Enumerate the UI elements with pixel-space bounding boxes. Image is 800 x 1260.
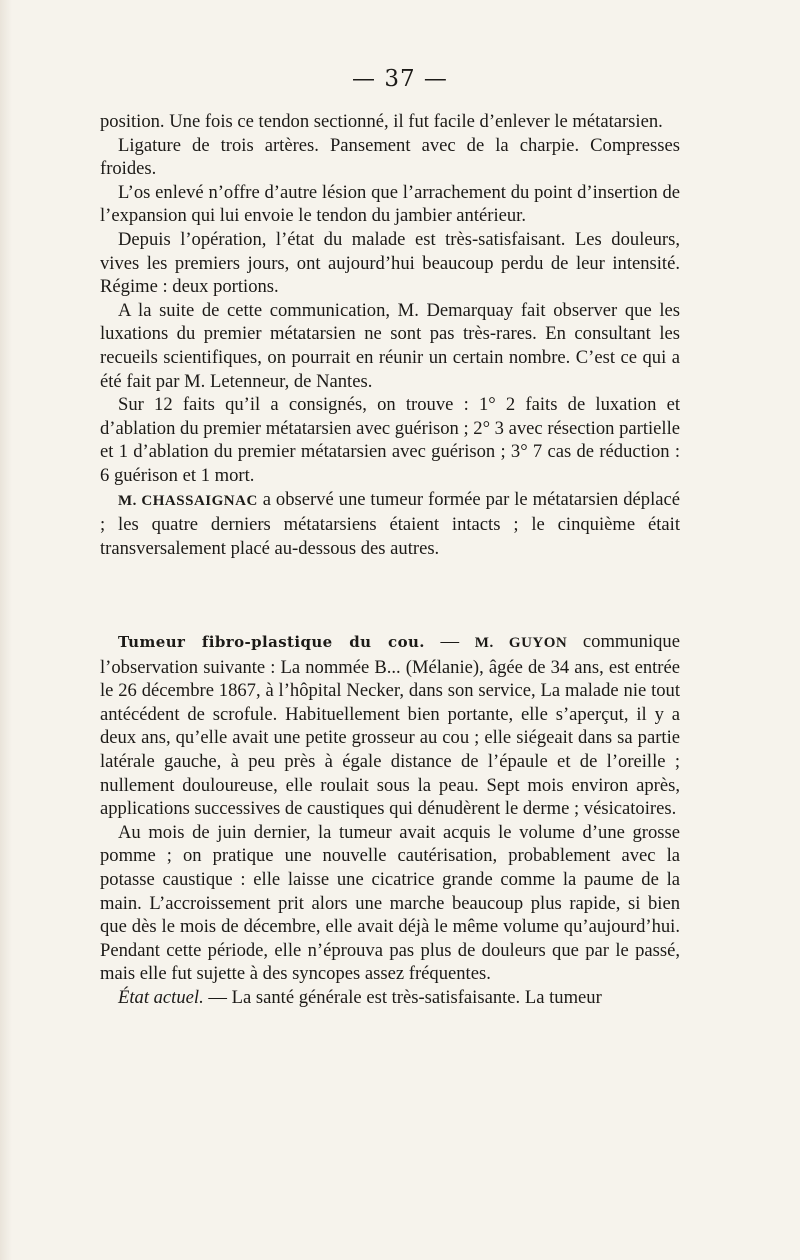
paragraph: position. Une fois ce tendon sectionné, il fut facile d’enlever le métatarsien. [100, 111, 663, 132]
paragraph [100, 986, 680, 1010]
section-metatarsal-luxation [100, 110, 680, 560]
page-number: — 37 — [352, 66, 448, 92]
paragraph-text: — La santé générale est très-satisfaisante. La tumeur [203, 986, 602, 1008]
paragraph: Au mois de juin dernier, la tumeur avait acquis le volume d’une grosse pomme ; on pratique une nouvelle cautérisation, probablement avec la potasse caustique : elle laisse une cicatrice grande comme la paume de la main. L’accroissement prit alors une marche beaucoup plus rapide, si bien que dès le mois de décembre, elle avait déjà le même volume qu’aujourd’hui. Pendant cette période, elle n’éprouva pas plus de douleurs que par le passé, mais elle fut sujette à des syncopes assez fréquentes. [100, 821, 680, 985]
paragraph-text: a observé une tumeur formée par le métatarsien déplacé ; les quatre derniers métatarsiens étaient intacts ; le cinquième était transversalement placé au-dessous des autres. [100, 488, 681, 559]
paragraph-text: communique l’observation suivante : La nommée B... (Mélanie), âgée de 34 ans, est entrée le 26 décembre 1867, à l’hôpital Necker, dans son service, La malade nie tout antécédent de scrofule. Habituellement bien portante, elle s’aperçut, il y a deux ans, qu’elle avait une petite grosseur au cou ; elle siégeait dans sa partie latérale gauche, à peu près à égale distance de l’épaule et de l’oreille ; nullement douloureuse, elle roulait sous la peau. Sept mois environ après, applications successives de caustiques qui dénudèrent le derme ; vésicatoires. [100, 631, 680, 820]
paragraph: Depuis l’opération, l’état du malade est très-satisfaisant. Les douleurs, vives les premiers jours, ont aujourd’hui beaucoup perdu de leur intensité. Régime : deux portions. [100, 228, 680, 298]
page-edge-shadow [0, 0, 12, 1260]
paragraph: Ligature de trois artères. Pansement avec de la charpie. Compresses froides. [100, 134, 680, 180]
paragraph [100, 488, 680, 561]
title-dash: — [424, 631, 475, 652]
section-title: Tumeur fibro-plastique du cou. [118, 633, 425, 651]
section-fibroplastic-tumor [100, 630, 680, 1010]
speaker-name: M. CHASSAIGNAC [118, 492, 258, 509]
state-label: État actuel. [118, 986, 204, 1008]
paragraph: L’os enlevé n’offre d’autre lésion que l’arrachement du point d’insertion de l’expansion qui lui envoie le tendon du jambier antérieur. [100, 181, 680, 227]
paragraph: Sur 12 faits qu’il a consignés, on trouve : 1° 2 faits de luxation et d’ablation du premier métatarsien avec guérison ; 2° 3 avec résection partielle et 1 d’ablation du premier métatarsien avec guérison ; 3° 7 cas de réduction : 6 guérison et 1 mort. [100, 394, 680, 486]
paragraph [100, 630, 680, 821]
speaker-name: M. GUYON [474, 635, 568, 651]
paragraph: A la suite de cette communication, M. Demarquay fait observer que les luxations du premier métatarsien ne sont pas très-rares. En consultant les recueils scientifiques, on pourrait en réunir un certain nombre. C’est ce qui a été fait par M. Letenneur, de Nantes. [100, 299, 680, 392]
